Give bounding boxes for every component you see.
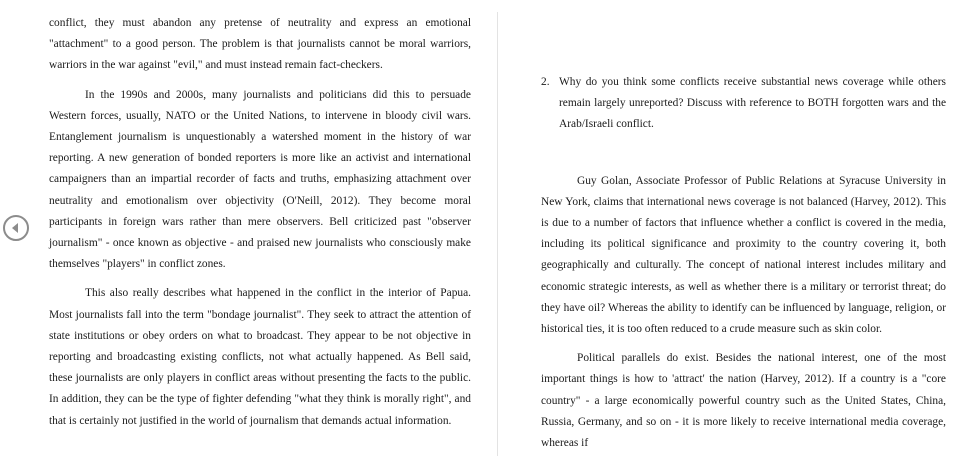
paragraph: Guy Golan, Associate Professor of Public Relations at Syracuse University in New York, claims that international news coverage is not balanced (Harvey, 2012). This is due to a number of factors that influence whether a conflict is covered in the media, including its political significance and proximity to the country covering it, both geographically and culturally. The concept of national interest includes military and economic strategic interests, as well as whether there is a military or terrorist threat; do they have oil? Whereas the ability to identify can be influenced by language, religion, or historical ties, it is too often reduced to a crude measure such as skin color. — [541, 174, 946, 336]
left-page — [49, 13, 471, 468]
question — [541, 72, 946, 136]
paragraph: This also really describes what happened in the conflict in the interior of Papua. Most journalists fall into the term "bondage journalist". They seek to attract the attention of state institutions or obey orders on what to broadcast. They appear to be not objective in reporting and broadcasting existing conflicts, not what actually happened. As Bell said, these journalists are only players in conflict areas without presenting the facts to the public. In addition, they can be the type of fighter defending "what they think is morally right", and that is certainly not justified in the world of journalism that demands actual information. — [49, 287, 471, 427]
right-page — [541, 72, 946, 468]
paragraph: conflict, they must abandon any pretense of neutrality and express an emotional "attachment" to a good person. The problem is that journalists cannot be moral warriors, warriors in the war against "evil," and must instead remain fact-checkers. — [49, 17, 471, 72]
paragraph: In the 1990s and 2000s, many journalists and politicians did this to persuade Western forces, usually, NATO or the United Nations, to intervene in bloody civil wars. Entanglement journalism is unquestionably a watershed moment in the history of war reporting. A new generation of bonded reporters is more like an activist and international campaigners than an impartial recorder of facts and truths, emphasizing attachment over neutrality and emotionalism over objectivity (O'Neill, 2012). They become moral participants in foreign wars rather than mere observers. Bell criticized past "observer journalism" - once known as objective - and praised new journalists who consciously make themselves "players" in conflict zones. — [49, 88, 471, 271]
page-divider — [497, 12, 498, 456]
question-number: 2. — [541, 76, 550, 88]
question-text: Why do you think some conflicts receive substantial news coverage while others remain largely unreported? Discuss with reference to BOTH forgotten wars and the Arab/Israeli conflict. — [559, 76, 946, 131]
chevron-left-icon — [10, 222, 22, 234]
paragraph: Political parallels do exist. Besides the national interest, one of the most important things is how to 'attract' the nation (Harvey, 2012). If a country is a "core country" - a large economically powerful country such as the United States, China, Russia, Germany, and so on - it is more likely to receive international media coverage, whereas if — [541, 352, 946, 450]
previous-page-button[interactable] — [3, 215, 29, 241]
